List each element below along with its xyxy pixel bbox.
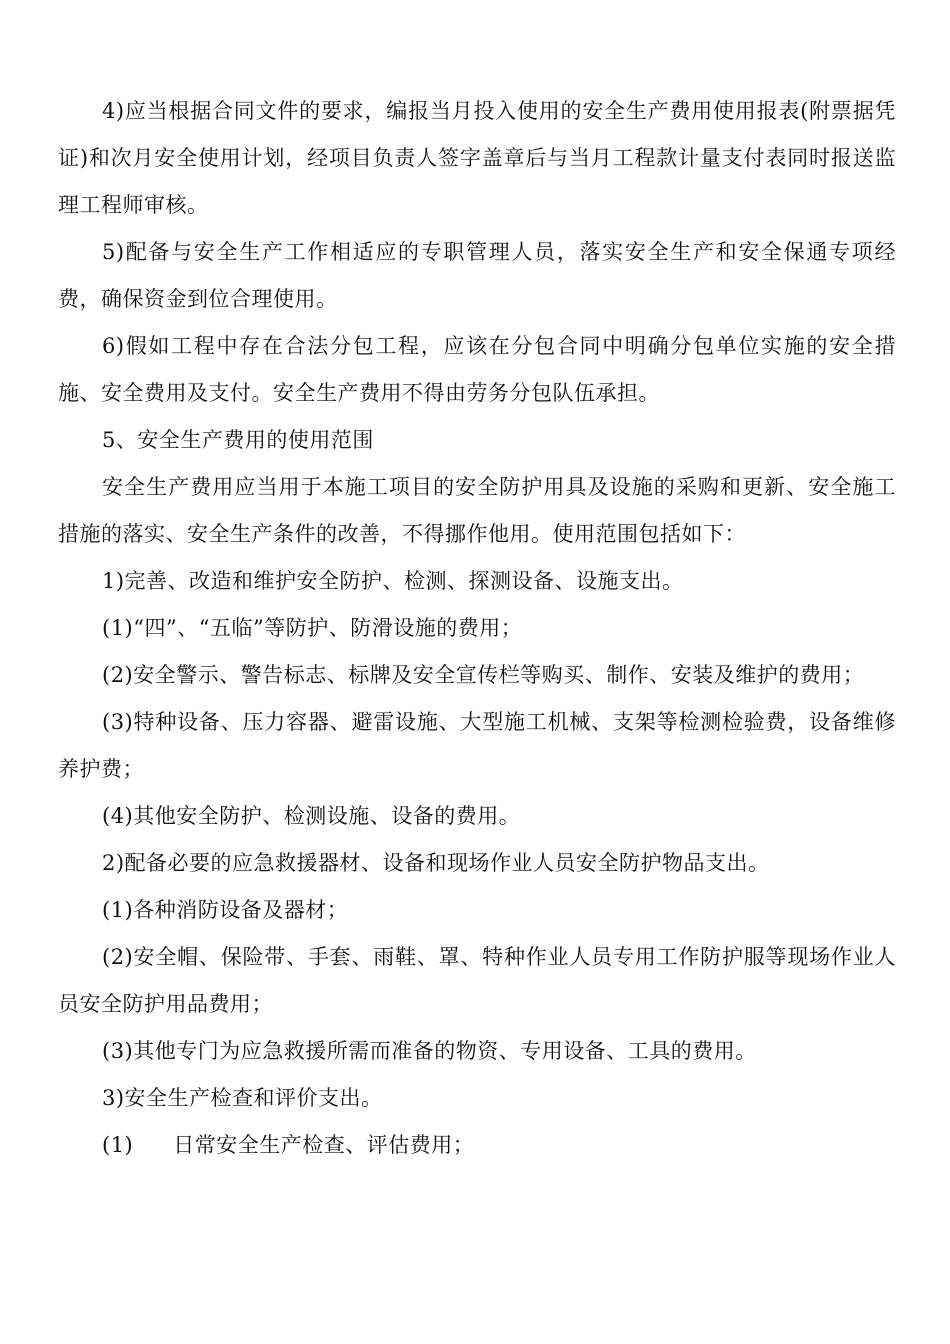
sub-item-2-3: (3)其他专门为应急救援所需而准备的物资、专用设备、工具的费用。 — [102, 1039, 757, 1063]
sub-item-3-1 — [58, 1122, 896, 1169]
document-body — [58, 88, 896, 1169]
paragraph-item-6: 6)假如工程中存在合法分包工程，应该在分包合同中明确分包单位实施的安全措施、安全费用及支付。安全生产费用不得由劳务分包队伍承担。 — [58, 334, 896, 405]
list-item-1: 1)完善、改造和维护安全防护、检测、探测设备、设施支出。 — [102, 569, 684, 593]
paragraph-item-4: 4)应当根据合同文件的要求，编报当月投入使用的安全生产费用使用报表(附票据凭证)和次月安全使用计划，经项目负责人签字盖章后与当月工程款计量支付表同时报送监理工程师审核。 — [58, 99, 896, 217]
sub-item-1-4: (4)其他安全防护、检测设施、设备的费用。 — [102, 804, 521, 828]
paragraph-usage-scope-intro: 安全生产费用应当用于本施工项目的安全防护用具及设施的采购和更新、安全施工措施的落实、安全生产条件的改善，不得挪作他用。使用范围包括如下： — [58, 475, 896, 546]
sub-item-1-3: (3)特种设备、压力容器、避雷设施、大型施工机械、支架等检测检验费，设备维修养护费； — [58, 710, 896, 781]
section-heading-usage-scope: 5、安全生产费用的使用范围 — [102, 428, 374, 452]
list-item-2: 2)配备必要的应急救援器材、设备和现场作业人员安全防护物品支出。 — [102, 851, 770, 875]
paragraph-item-5: 5)配备与安全生产工作相适应的专职管理人员，落实安全生产和安全保通专项经费，确保资金到位合理使用。 — [58, 240, 896, 311]
sub-item-1-1: (1)“四”、“五临”等防护、防滑设施的费用； — [102, 616, 523, 640]
sub-item-3-1-number: (1) — [102, 1133, 134, 1157]
sub-item-1-2: (2)安全警示、警告标志、标牌及安全宣传栏等购买、制作、安装及维护的费用； — [102, 663, 865, 687]
list-item-3: 3)安全生产检查和评价支出。 — [102, 1086, 383, 1110]
sub-item-2-2: (2)安全帽、保险带、手套、雨鞋、罩、特种作业人员专用工作防护服等现场作业人员安全防护用品费用； — [58, 945, 896, 1016]
sub-item-3-1-text: 日常安全生产检查、评估费用； — [173, 1133, 475, 1157]
sub-item-2-1: (1)各种消防设备及器材； — [102, 898, 349, 922]
